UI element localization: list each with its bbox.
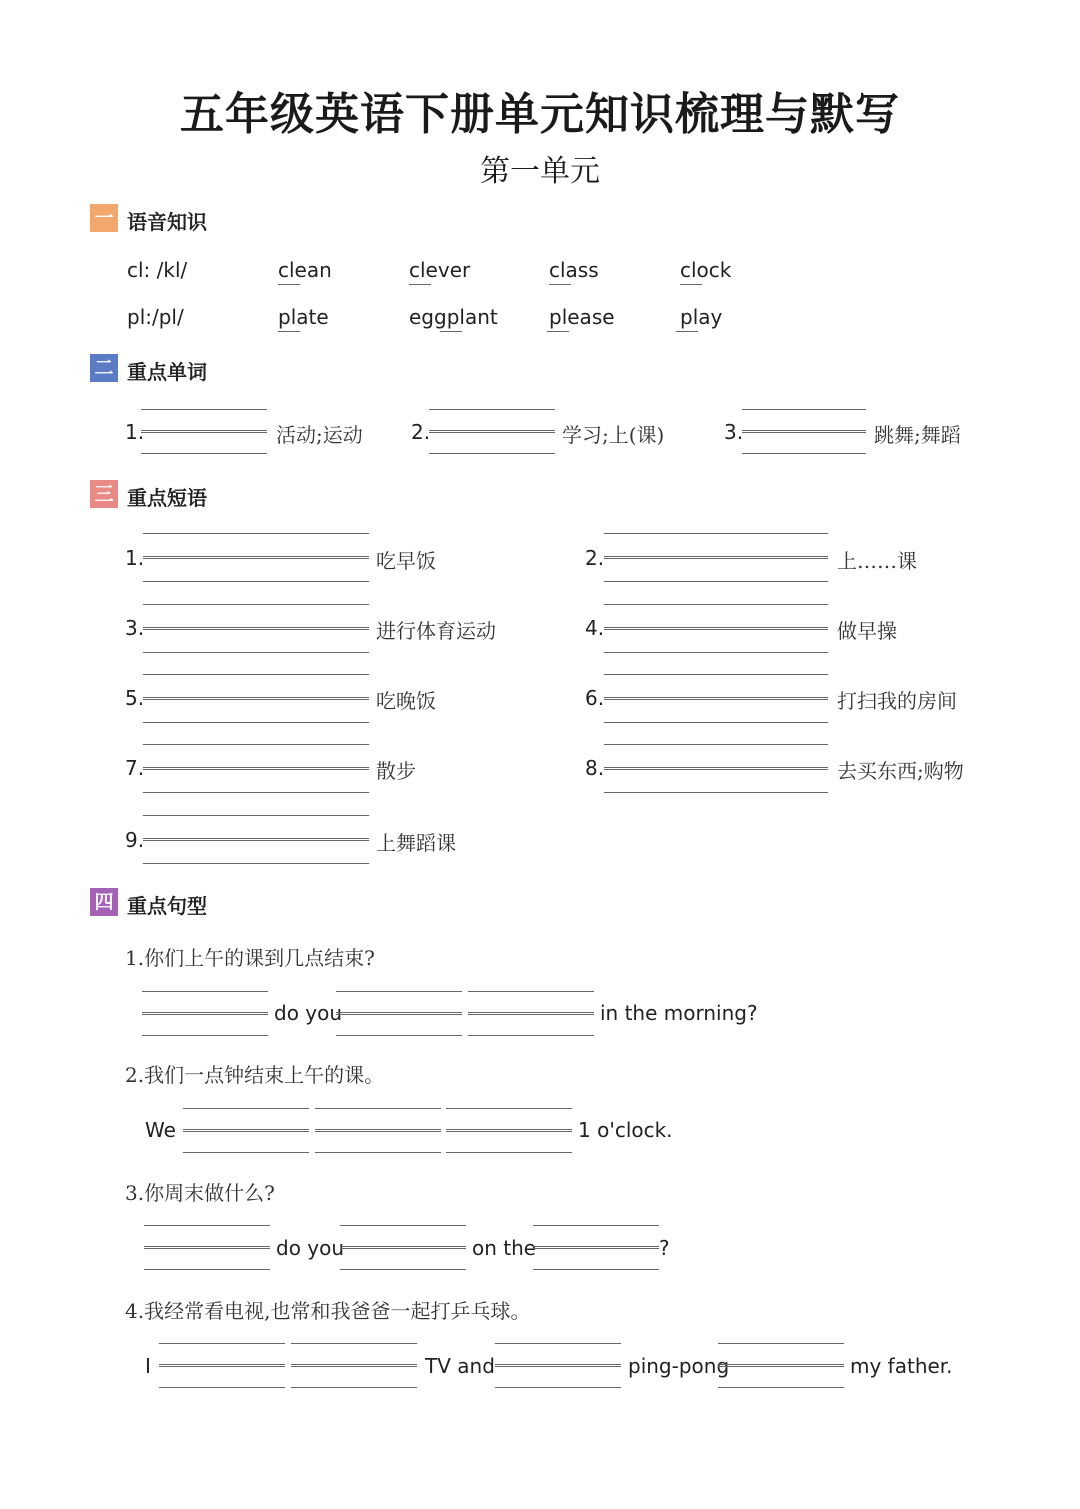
blank-line[interactable] — [604, 792, 828, 793]
phonics-word: play — [680, 305, 723, 329]
blank-line[interactable] — [340, 1248, 466, 1249]
blank-line[interactable] — [604, 604, 828, 605]
blank-line[interactable] — [141, 409, 267, 410]
sentence-fragment: ping-pong — [628, 1354, 730, 1378]
section-3-badge: 三 — [90, 480, 118, 508]
blank-line[interactable] — [533, 1246, 659, 1247]
phonics-word: clock — [680, 258, 732, 282]
blank-line[interactable] — [468, 1035, 594, 1036]
blank-line[interactable] — [143, 838, 369, 839]
blank-line[interactable] — [340, 1225, 466, 1226]
blank-line[interactable] — [183, 1131, 309, 1132]
sentence-prompt: 1.你们上午的课到几点结束? — [125, 946, 375, 970]
blank-line[interactable] — [718, 1387, 844, 1388]
blank-line[interactable] — [143, 767, 369, 768]
blank-line[interactable] — [143, 674, 369, 675]
blank-line[interactable] — [495, 1343, 621, 1344]
blank-line[interactable] — [495, 1364, 621, 1365]
section-1-badge: 一 — [90, 204, 118, 232]
phonics-sound-pl: pl:/pl/ — [127, 305, 184, 329]
blank-line[interactable] — [159, 1364, 285, 1365]
blank-line[interactable] — [604, 697, 828, 698]
phonics-word: clean — [278, 258, 332, 282]
section-4-title: 重点句型 — [127, 894, 207, 918]
sentence-fragment: We — [145, 1118, 176, 1142]
blank-line[interactable] — [143, 533, 369, 534]
phrase-number: 8. — [585, 756, 605, 780]
blank-line[interactable] — [604, 652, 828, 653]
phonics-underline — [278, 331, 300, 332]
blank-line[interactable] — [604, 581, 828, 582]
blank-line[interactable] — [143, 863, 369, 864]
page-title: 五年级英语下册单元知识梳理与默写 — [180, 89, 900, 140]
blank-line[interactable] — [143, 699, 369, 700]
phonics-word: clever — [409, 258, 471, 282]
phrase-meaning: 上舞蹈课 — [376, 831, 456, 855]
blank-line[interactable] — [143, 792, 369, 793]
blank-line[interactable] — [315, 1152, 441, 1153]
word-number: 1. — [125, 420, 145, 444]
blank-line[interactable] — [336, 1012, 462, 1013]
blank-line[interactable] — [141, 430, 267, 431]
blank-line[interactable] — [143, 769, 369, 770]
sentence-prompt: 3.你周末做什么? — [125, 1181, 275, 1205]
word-meaning: 跳舞;舞蹈 — [874, 423, 961, 447]
blank-line[interactable] — [142, 991, 268, 992]
phonics-underline — [680, 284, 702, 285]
word-meaning: 学习;上(课) — [562, 423, 665, 447]
blank-line[interactable] — [143, 556, 369, 557]
phonics-underline — [409, 284, 431, 285]
word-number: 2. — [411, 420, 431, 444]
blank-line[interactable] — [159, 1343, 285, 1344]
phonics-word: please — [549, 305, 615, 329]
phonics-underline — [278, 284, 300, 285]
blank-line[interactable] — [429, 430, 555, 431]
section-4-badge: 四 — [90, 888, 118, 916]
blank-line[interactable] — [446, 1108, 572, 1109]
blank-line[interactable] — [143, 652, 369, 653]
blank-line[interactable] — [291, 1387, 417, 1388]
phrase-meaning: 吃晚饭 — [376, 689, 436, 713]
blank-line[interactable] — [144, 1269, 270, 1270]
phrase-number: 7. — [125, 756, 145, 780]
blank-line[interactable] — [446, 1129, 572, 1130]
blank-line[interactable] — [336, 1014, 462, 1015]
blank-line[interactable] — [159, 1387, 285, 1388]
blank-line[interactable] — [141, 453, 267, 454]
blank-line[interactable] — [143, 744, 369, 745]
phrase-meaning: 进行体育运动 — [376, 619, 496, 643]
blank-line[interactable] — [144, 1246, 270, 1247]
blank-line[interactable] — [315, 1108, 441, 1109]
sentence-fragment: ? — [659, 1236, 670, 1260]
blank-line[interactable] — [143, 840, 369, 841]
blank-line[interactable] — [143, 722, 369, 723]
blank-line[interactable] — [604, 744, 828, 745]
phrase-meaning: 散步 — [376, 759, 416, 783]
blank-line[interactable] — [468, 991, 594, 992]
blank-line[interactable] — [144, 1225, 270, 1226]
sentence-fragment: do you — [276, 1236, 345, 1260]
blank-line[interactable] — [291, 1343, 417, 1344]
blank-line[interactable] — [315, 1131, 441, 1132]
blank-line[interactable] — [142, 1012, 268, 1013]
blank-line[interactable] — [315, 1129, 441, 1130]
blank-line[interactable] — [143, 697, 369, 698]
blank-line[interactable] — [718, 1364, 844, 1365]
blank-line[interactable] — [604, 558, 828, 559]
blank-line[interactable] — [533, 1248, 659, 1249]
blank-line[interactable] — [143, 581, 369, 582]
phonics-underline — [440, 331, 462, 332]
blank-line[interactable] — [742, 432, 866, 433]
section-2-badge: 二 — [90, 354, 118, 382]
blank-line[interactable] — [143, 629, 369, 630]
blank-line[interactable] — [336, 991, 462, 992]
phrase-meaning: 吃早饭 — [376, 549, 436, 573]
blank-line[interactable] — [742, 430, 866, 431]
blank-line[interactable] — [143, 815, 369, 816]
word-number: 3. — [724, 420, 744, 444]
phonics-word: plate — [278, 305, 329, 329]
blank-line[interactable] — [429, 432, 555, 433]
phonics-underline — [547, 331, 569, 332]
blank-line[interactable] — [604, 556, 828, 557]
sentence-fragment: in the morning? — [600, 1001, 758, 1025]
blank-line[interactable] — [446, 1131, 572, 1132]
sentence-fragment: 1 o'clock. — [578, 1118, 673, 1142]
blank-line[interactable] — [533, 1269, 659, 1270]
blank-line[interactable] — [718, 1343, 844, 1344]
blank-line[interactable] — [291, 1366, 417, 1367]
blank-line[interactable] — [718, 1366, 844, 1367]
sentence-fragment: on the — [472, 1236, 537, 1260]
blank-line[interactable] — [495, 1366, 621, 1367]
blank-line[interactable] — [604, 629, 828, 630]
phrase-number: 2. — [585, 546, 605, 570]
blank-line[interactable] — [340, 1269, 466, 1270]
phrase-meaning: 上……课 — [837, 549, 917, 573]
blank-line[interactable] — [336, 1035, 462, 1036]
phonics-underline — [549, 284, 571, 285]
blank-line[interactable] — [604, 533, 828, 534]
phrase-meaning: 做早操 — [837, 619, 897, 643]
blank-line[interactable] — [429, 453, 555, 454]
phrase-number: 6. — [585, 686, 605, 710]
phonics-sound-cl: cl: /kl/ — [127, 258, 188, 282]
phrase-meaning: 打扫我的房间 — [837, 689, 957, 713]
blank-line[interactable] — [604, 769, 828, 770]
phonics-word: class — [549, 258, 599, 282]
blank-line[interactable] — [142, 1014, 268, 1015]
blank-line[interactable] — [468, 1014, 594, 1015]
blank-line[interactable] — [742, 453, 866, 454]
section-3-title: 重点短语 — [127, 486, 207, 510]
blank-line[interactable] — [183, 1129, 309, 1130]
phrase-number: 3. — [125, 616, 145, 640]
blank-line[interactable] — [291, 1364, 417, 1365]
sentence-fragment: TV and — [425, 1354, 495, 1378]
blank-line[interactable] — [143, 627, 369, 628]
blank-line[interactable] — [340, 1246, 466, 1247]
sentence-fragment: I — [145, 1354, 151, 1378]
blank-line[interactable] — [604, 722, 828, 723]
word-meaning: 活动;运动 — [276, 423, 363, 447]
blank-line[interactable] — [143, 558, 369, 559]
blank-line[interactable] — [429, 409, 555, 410]
blank-line[interactable] — [159, 1366, 285, 1367]
blank-line[interactable] — [468, 1012, 594, 1013]
phrase-number: 1. — [125, 546, 145, 570]
blank-line[interactable] — [183, 1152, 309, 1153]
phrase-number: 9. — [125, 828, 145, 852]
blank-line[interactable] — [143, 604, 369, 605]
blank-line[interactable] — [604, 699, 828, 700]
phrase-number: 5. — [125, 686, 145, 710]
section-1-title: 语音知识 — [127, 210, 207, 234]
blank-line[interactable] — [604, 674, 828, 675]
blank-line[interactable] — [144, 1248, 270, 1249]
phonics-underline — [676, 331, 698, 332]
blank-line[interactable] — [141, 432, 267, 433]
page-subtitle: 第一单元 — [480, 154, 600, 189]
blank-line[interactable] — [604, 627, 828, 628]
sentence-fragment: do you — [274, 1001, 343, 1025]
blank-line[interactable] — [742, 409, 866, 410]
section-2-title: 重点单词 — [127, 360, 207, 384]
blank-line[interactable] — [183, 1108, 309, 1109]
sentence-prompt: 2.我们一点钟结束上午的课。 — [125, 1063, 385, 1087]
blank-line[interactable] — [533, 1225, 659, 1226]
phrase-meaning: 去买东西;购物 — [837, 759, 964, 783]
blank-line[interactable] — [142, 1035, 268, 1036]
blank-line[interactable] — [446, 1152, 572, 1153]
phrase-number: 4. — [585, 616, 605, 640]
blank-line[interactable] — [495, 1387, 621, 1388]
sentence-fragment: my father. — [850, 1354, 953, 1378]
sentence-prompt: 4.我经常看电视,也常和我爸爸一起打乒乓球。 — [125, 1299, 531, 1323]
phonics-word: eggplant — [409, 305, 498, 329]
blank-line[interactable] — [604, 767, 828, 768]
